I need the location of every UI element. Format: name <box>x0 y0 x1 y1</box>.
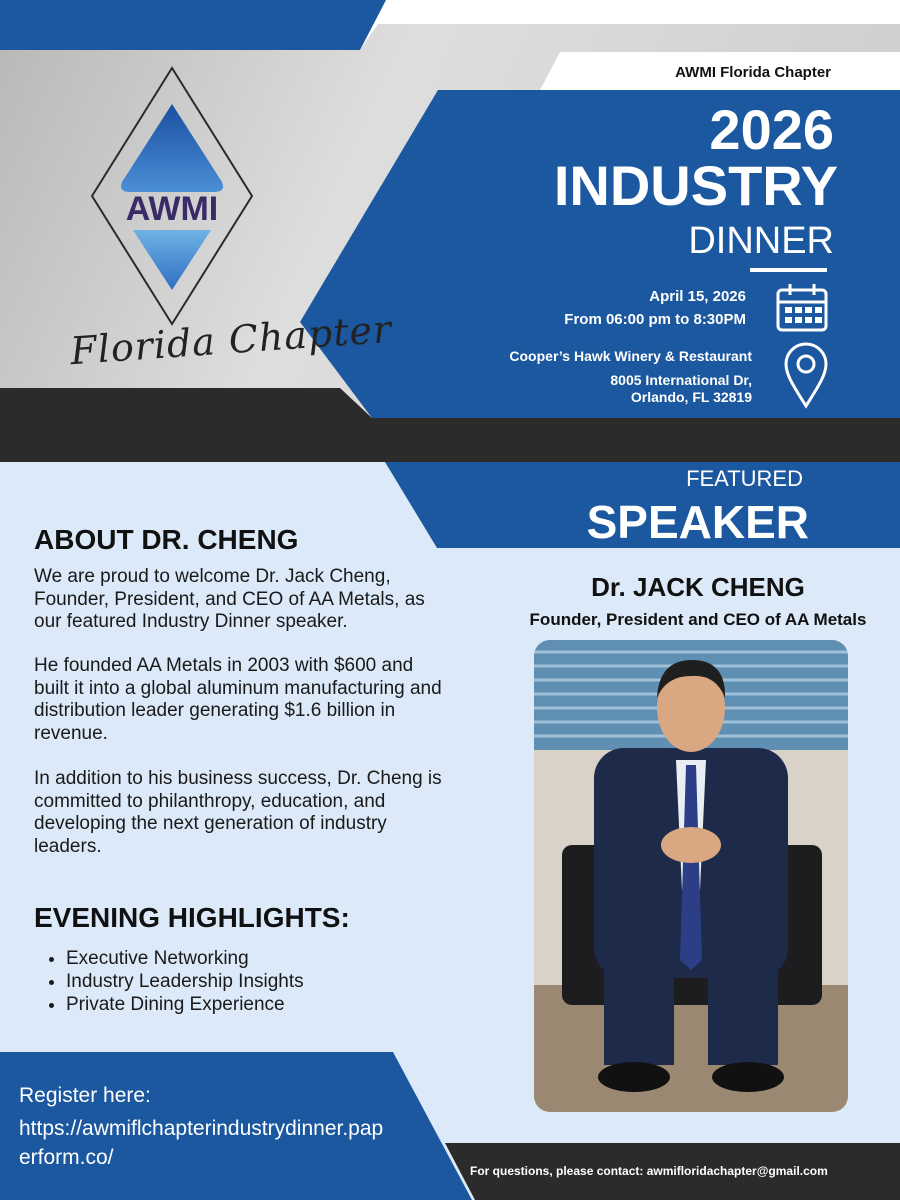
featured-label: FEATURED <box>686 466 803 491</box>
speaker-title: SPEAKER <box>586 496 809 548</box>
title-industry: INDUSTRY <box>553 154 838 217</box>
about-paragraph: He founded AA Metals in 2003 with $600 and built it into a global aluminum manufacturing and distribution leader generating $1.6 billion in revenue. <box>34 655 442 744</box>
speaker-photo <box>534 640 848 1112</box>
logo-script: Florida Chapter <box>68 306 394 374</box>
title-dinner: DINNER <box>688 220 834 262</box>
event-year: 2026 <box>709 98 834 161</box>
event-address-line2: Orlando, FL 32819 <box>630 389 752 405</box>
top-blue-band <box>0 0 386 50</box>
highlights-heading: EVENING HIGHLIGHTS: <box>34 902 350 933</box>
event-venue: Cooper’s Hawk Winery & Restaurant <box>509 348 752 364</box>
list-item: • Executive Networking <box>66 947 304 970</box>
contact-info: For questions, please contact: awmifloridachapter@gmail.com <box>470 1164 828 1178</box>
event-address-line1: 8005 International Dr, <box>610 372 752 388</box>
highlights-list <box>48 947 304 1016</box>
about-paragraph: We are proud to welcome Dr. Jack Cheng, Founder, President, and CEO of AA Metals, as our featured Industry Dinner speaker. <box>34 566 425 632</box>
event-date: April 15, 2026 <box>649 288 746 305</box>
list-item: • Private Dining Experience <box>66 993 304 1016</box>
speaker-role: Founder, President and CEO of AA Metals <box>529 610 867 629</box>
list-item: • Industry Leadership Insights <box>66 970 304 993</box>
speaker-name: Dr. JACK CHENG <box>591 572 805 602</box>
register-link[interactable]: https://awmiflchapterindustrydinner.paperform.co/ <box>19 1117 384 1169</box>
logo-wordmark: AWMI <box>125 190 219 228</box>
event-time: From 06:00 pm to 8:30PM <box>564 311 746 328</box>
about-heading: ABOUT DR. CHENG <box>34 524 299 555</box>
register-label: Register here: <box>19 1084 151 1107</box>
chapter-tag: AWMI Florida Chapter <box>675 64 831 81</box>
title-divider <box>750 268 827 272</box>
about-paragraph: In addition to his business success, Dr. Cheng is committed to philanthropy, education, and developing the next generation of industry leaders. <box>34 768 442 857</box>
